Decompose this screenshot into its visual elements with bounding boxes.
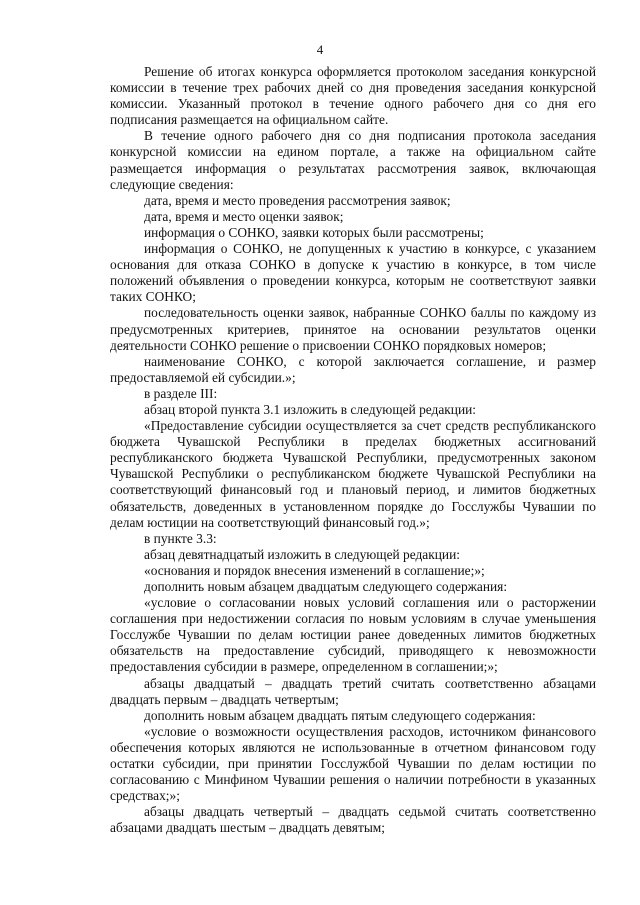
document-body	[110, 64, 596, 837]
paragraph-review-date: дата, время и место проведения рассмотрения заявок;	[144, 192, 451, 208]
paragraph-section-3: в разделе III:	[144, 385, 218, 401]
paragraph-unused-balance: «условие о возможности осуществления расходов, источником финансового обеспечения которых являются не использованные в отчетном финансовом году остатки субсидии, при принятии Госслужбой Чувашии по делам юстиции по согласованию с Минфином Чувашии решения о наличии потребности в указанных средствах;»;	[110, 723, 596, 804]
paragraph-results-publication: В течение одного рабочего дня со дня подписания протокола заседания конкурсной комиссии на едином портале, а также на официальном сайте размещается информация о результатах рассмотрения заявок, включающая следующие сведения:	[110, 128, 596, 192]
paragraph-evaluation-date: дата, время и место оценки заявок;	[144, 208, 344, 224]
paragraph-subsidy-funding: «Предоставление субсидии осуществляется за счет средств республиканского бюджета Чувашской Республики в пределах бюджетных ассигнований республиканского бюджета Чувашской Республики, предусмотренных законом Чувашской Республики о республиканском бюджете Чувашской Республики на соответствующий финансовый год и плановый период, и лимитов бюджетных обязательств, доведенных в установленном порядке до Госслужбы Чувашии по делам юстиции на соответствующий финансовый год.»;	[110, 418, 596, 530]
paragraph-renumber-20-23: абзацы двадцатый – двадцать третий считать соответственно абзацами двадцать первым – двадцать четвертым;	[110, 675, 596, 707]
paragraph-nineteenth-abzac: абзац девятнадцатый изложить в следующей редакции:	[144, 546, 460, 562]
paragraph-evaluation-sequence: последовательность оценки заявок, набранные СОНКО баллы по каждому из предусмотренных критериев, принятое на основании результатов оценки деятельности СОНКО решение о присвоении СОНКО порядковых номеров;	[110, 305, 596, 353]
paragraph-winner-sonko: наименование СОНКО, с которой заключается соглашение, и размер предоставляемой ей субсидии.»;	[110, 353, 596, 385]
paragraph-clause-3-1: абзац второй пункта 3.1 изложить в следующей редакции:	[144, 401, 477, 417]
paragraph-clause-3-3: в пункте 3.3:	[144, 530, 217, 546]
paragraph-amendment-grounds: «основания и порядок внесения изменений в соглашение;»;	[144, 562, 485, 578]
paragraph-renumber-24-27: абзацы двадцать четвертый – двадцать седьмой считать соответственно абзацами двадцать шестым – двадцать девятым;	[110, 804, 596, 836]
paragraph-reviewed-sonko: информация о СОНКО, заявки которых были рассмотрены;	[144, 224, 484, 240]
paragraph-protocol-decision: Решение об итогах конкурса оформляется протоколом заседания конкурсной комиссии в течение трех рабочих дней со дня проведения заседания конкурсной комиссии. Указанный протокол в течение одного рабочего дня со дня его подписания размещается на официальном сайте.	[110, 64, 596, 128]
paragraph-add-twentieth: дополнить новым абзацем двадцатым следующего содержания:	[144, 579, 508, 594]
paragraph-rejected-sonko: информация о СОНКО, не допущенных к участию в конкурсе, с указанием основания для отказа СОНКО в допуске к участию в конкурсе, в том числе положений объявления о проведении конкурса, которым не соответствуют заявки таких СОНКО;	[110, 241, 596, 305]
paragraph-add-twenty-fifth: дополнить новым абзацем двадцать пятым следующего содержания:	[144, 707, 536, 723]
paragraph-termination-condition: «условие о согласовании новых условий соглашения или о расторжении соглашения при недостижении согласия по новым условиям в случае уменьшения Госслужбе Чувашии по делам юстиции ранее доведенных лимитов бюджетных обязательств на предоставление субсидий, приводящего к невозможности предоставления субсидии в размере, определенном в соглашении;»;	[110, 595, 596, 675]
page-number: 4	[316, 42, 324, 57]
